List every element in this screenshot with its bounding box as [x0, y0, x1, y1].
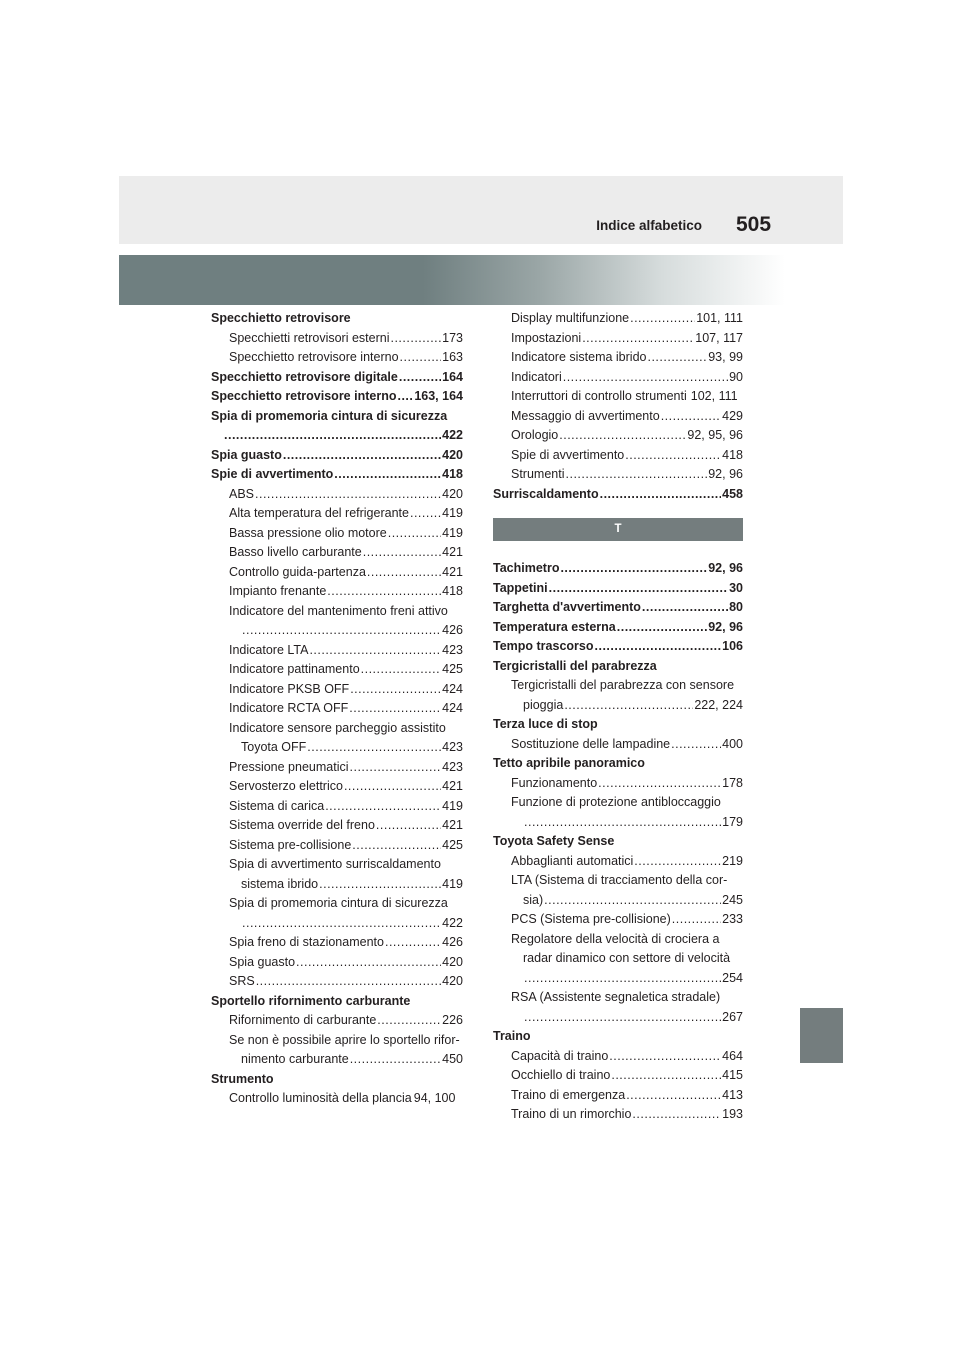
index-entry-continuation: ..... 254 — [493, 969, 743, 989]
letter-section-band: T — [493, 518, 743, 541]
index-entry: Specchietto retrovisore interno ..... 163 — [211, 348, 463, 368]
index-entry: Tappetini ..... 30 — [493, 579, 743, 599]
index-entry: Occhiello di traino ..... 415 — [493, 1066, 743, 1086]
index-entry: Spia guasto ..... 420 — [211, 446, 463, 466]
index-entry-label: Spia di promemoria cintura di sicurezza — [211, 408, 448, 423]
index-entry-label: Funzione di protezione antibloccaggio — [511, 795, 721, 809]
index-entry-continuation: ..... 426 — [211, 621, 463, 641]
index-entry: Impostazioni ..... 107, 117 — [493, 329, 743, 349]
index-entry: Abbaglianti automatici ..... 219 — [493, 852, 743, 872]
index-heading: Toyota Safety Sense — [493, 834, 615, 848]
index-entry: Indicatori ..... 90 — [493, 368, 743, 388]
index-entry: Alta temperatura del refrigerante ..... 419 — [211, 504, 463, 524]
index-entry: Capacità di traino ..... 464 — [493, 1047, 743, 1067]
index-entry-label: Regolatore della velocità di crociera a — [511, 931, 720, 946]
index-heading: Traino — [493, 1029, 531, 1043]
index-column-right — [493, 309, 743, 1125]
index-entry-label: Indicatore sensore parcheggio assistito — [229, 720, 446, 735]
thumb-index-tab — [800, 1008, 843, 1063]
index-entry: SRS ..... 420 — [211, 972, 463, 992]
index-entry: PCS (Sistema pre-collisione) ..... 233 — [493, 910, 743, 930]
index-entry: Pressione pneumatici ..... 423 — [211, 758, 463, 778]
page-number: 505 — [736, 213, 772, 236]
index-entry-label-cont: radar dinamico con settore di velocità — [523, 951, 731, 965]
header-band — [119, 176, 843, 244]
index-heading: Strumento — [211, 1071, 274, 1086]
index-entry: Traino di emergenza ..... 413 — [493, 1086, 743, 1106]
index-entry-label: Indicatore del mantenimento freni attivo — [229, 603, 448, 618]
index-entry: Spia guasto ..... 420 — [211, 953, 463, 973]
index-entry-continuation: ..... 422 — [211, 914, 463, 934]
index-entry: Tempo trascorso ..... 106 — [493, 637, 743, 657]
index-entry: Specchietto retrovisore digitale ..... 164 — [211, 368, 463, 388]
index-entry: Indicatore PKSB OFF ..... 424 — [211, 680, 463, 700]
index-entry-label: Se non è possibile aprire lo sportello rifor- — [229, 1032, 460, 1047]
index-entry: Traino di un rimorchio ..... 193 — [493, 1105, 743, 1125]
index-entry-continuation: nimento carburante ..... 450 — [211, 1050, 463, 1070]
index-entry: Servosterzo elettrico ..... 421 — [211, 777, 463, 797]
index-entry: Strumenti ..... 92, 96 — [493, 465, 743, 485]
index-entry: Interruttori di controllo strumenti 102, 111 — [511, 389, 738, 403]
index-heading: Sportello rifornimento carburante — [211, 993, 411, 1008]
index-entry: Sistema pre-collisione ..... 425 — [211, 836, 463, 856]
index-entry: Sostituzione delle lampadine ..... 400 — [493, 735, 743, 755]
decorative-gradient-bar — [119, 255, 843, 305]
index-entry-label: RSA (Assistente segnaletica stradale) — [511, 990, 721, 1004]
index-entry: Indicatore sistema ibrido ..... 93, 99 — [493, 348, 743, 368]
index-entry-label: LTA (Sistema di tracciamento della cor- — [511, 873, 728, 887]
index-entry: Indicatore pattinamento ..... 425 — [211, 660, 463, 680]
index-entry: Bassa pressione olio motore ..... 419 — [211, 524, 463, 544]
index-entry: Basso livello carburante ..... 421 — [211, 543, 463, 563]
index-entry-continuation: sia) ..... 245 — [493, 891, 743, 911]
index-entry: Spia freno di stazionamento ..... 426 — [211, 933, 463, 953]
index-entry: Messaggio di avvertimento ..... 429 — [493, 407, 743, 427]
index-entry-label: Tergicristalli del parabrezza con sensore — [511, 678, 735, 692]
index-entry: Spie di avvertimento ..... 418 — [211, 465, 463, 485]
index-heading: Specchietto retrovisore — [211, 311, 351, 325]
index-entry: Targhetta d'avvertimento ..... 80 — [493, 598, 743, 618]
index-entry: Specchietti retrovisori esterni ..... 173 — [211, 329, 463, 349]
index-entry-continuation: Toyota OFF ..... 423 — [211, 738, 463, 758]
index-entry-label: Spia di avvertimento surriscaldamento — [229, 857, 441, 871]
index-entry-continuation: ..... 179 — [493, 813, 743, 833]
index-entry-continuation: sistema ibrido ..... 419 — [211, 875, 463, 895]
index-entry: Sistema override del freno ..... 421 — [211, 816, 463, 836]
index-entry: ABS ..... 420 — [211, 485, 463, 505]
index-entry: Funzionamento ..... 178 — [493, 774, 743, 794]
index-entry: Indicatore RCTA OFF ..... 424 — [211, 699, 463, 719]
index-entry: Controllo luminosità della plancia 94, 100 — [229, 1091, 456, 1105]
index-heading: Terza luce di stop — [493, 717, 598, 731]
index-entry: Impianto frenante ..... 418 — [211, 582, 463, 602]
index-entry-label: Spia di promemoria cintura di sicurezza — [229, 896, 448, 910]
index-entry: Specchietto retrovisore interno ..... 163, 164 — [211, 387, 463, 407]
index-entry-continuation: pioggia ..... 222, 224 — [493, 696, 743, 716]
section-title: Indice alfabetico — [596, 218, 702, 233]
index-column-left — [211, 309, 463, 1109]
index-entry: Indicatore LTA ..... 423 — [211, 641, 463, 661]
index-entry: Temperatura esterna ..... 92, 96 — [493, 618, 743, 638]
index-entry: Tachimetro ..... 92, 96 — [493, 559, 743, 579]
index-heading: Tetto apribile panoramico — [493, 756, 645, 770]
index-entry: Orologio ..... 92, 95, 96 — [493, 426, 743, 446]
index-entry-continuation: ..... 267 — [493, 1008, 743, 1028]
index-entry: Display multifunzione ..... 101, 111 — [493, 309, 743, 329]
index-entry: Rifornimento di carburante ..... 226 — [211, 1011, 463, 1031]
index-entry: Controllo guida-partenza ..... 421 — [211, 563, 463, 583]
index-entry: Sistema di carica ..... 419 — [211, 797, 463, 817]
index-entry: Surriscaldamento ..... 458 — [493, 485, 743, 505]
index-heading: Tergicristalli del parabrezza — [493, 658, 657, 673]
index-entry: Spie di avvertimento ..... 418 — [493, 446, 743, 466]
index-entry-continuation: ..... 422 — [211, 426, 463, 446]
